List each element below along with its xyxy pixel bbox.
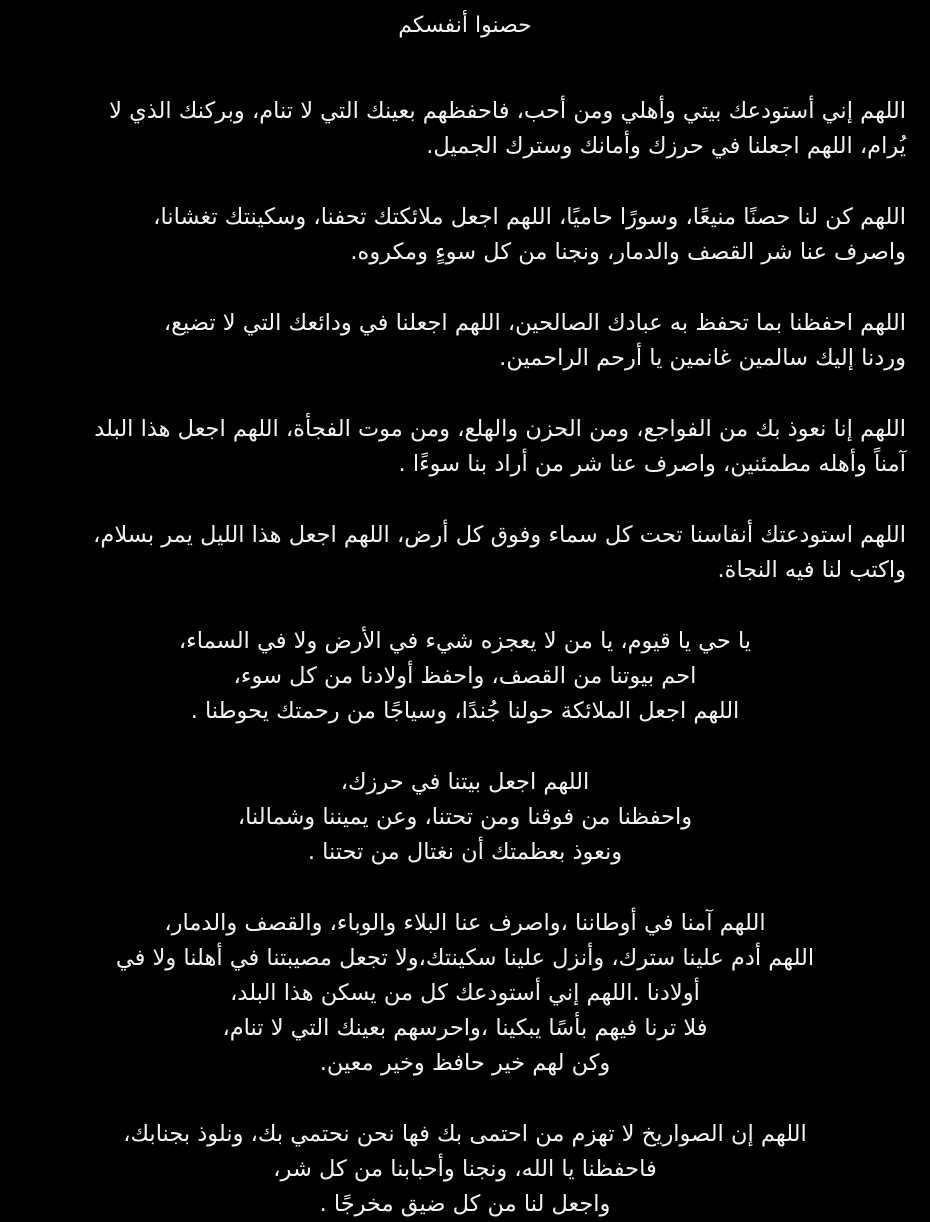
text-line: وردنا إليك سالمين غانمين يا أرحم الراحمين. xyxy=(499,345,906,371)
text-line: احم بيوتنا من القصف، واحفظ أولادنا من كل سوء، xyxy=(233,663,697,689)
text-line: فلا ترنا فيهم بأسًا يبكينا ،واحرسهم بعينك التي لا تنام، xyxy=(222,1015,708,1041)
text-line: يُرام، اللهم اجعلنا في حرزك وأمانك وسترك الجميل. xyxy=(426,133,906,159)
text-line: اللهم إن الصواريخ لا تهزم من احتمى بك فها نحن نحتمي بك، ونلوذ بجنابك، xyxy=(123,1121,807,1147)
paragraph xyxy=(24,1117,906,1222)
prayer-text-body xyxy=(24,94,906,1222)
text-line: اللهم كن لنا حصنًا منيعًا، وسورًا حاميًا، اللهم اجعل ملائكتك تحفنا، وسكينتك تغشانا، xyxy=(153,204,906,230)
paragraph xyxy=(24,624,906,729)
paragraph xyxy=(24,94,906,164)
text-line: أولادنا .اللهم إني أستودعك كل من يسكن هذا البلد، xyxy=(230,980,700,1006)
paragraph xyxy=(24,518,906,588)
text-line: اللهم آمنا في أوطاننا ،واصرف عنا البلاء والوباء، والقصف والدمار، xyxy=(164,910,766,936)
text-line: واصرف عنا شر القصف والدمار، ونجنا من كل سوءٍ ومكروه. xyxy=(350,239,906,265)
paragraph xyxy=(24,306,906,376)
text-line: واكتب لنا فيه النجاة. xyxy=(717,557,906,583)
text-line: اللهم أدم علينا سترك، وأنزل علينا سكينتك،ولا تجعل مصيبتنا في أهلنا ولا في xyxy=(115,945,815,971)
text-line: اللهم احفظنا بما تحفظ به عبادك الصالحين، اللهم اجعلنا في ودائعك التي لا تضيع، xyxy=(163,310,906,336)
text-line: آمناً وأهله مطمئنين، واصرف عنا شر من أراد بنا سوءًا . xyxy=(398,451,906,477)
text-line: اللهم إني أستودعك بيتي وأهلي ومن أحب، فاحفظهم بعينك التي لا تنام، وبركنك الذي لا xyxy=(109,98,906,124)
paragraph xyxy=(24,200,906,270)
page-title: حصنوا أنفسكم xyxy=(398,13,532,38)
paragraph xyxy=(24,412,906,482)
text-line: اللهم استودعتك أنفاسنا تحت كل سماء وفوق كل أرض، اللهم اجعل هذا الليل يمر بسلام، xyxy=(93,522,906,548)
text-line: واحفظنا من فوقنا ومن تحتنا، وعن يميننا وشمالنا، xyxy=(237,804,693,830)
text-line: وكن لهم خير حافظ وخير معين. xyxy=(319,1050,611,1076)
text-line: واجعل لنا من كل ضيق مخرجًا . xyxy=(319,1191,611,1217)
paragraph xyxy=(24,765,906,870)
text-line: اللهم اجعل بيتنا في حرزك، xyxy=(340,769,590,795)
text-line: اللهم اجعل الملائكة حولنا جُندًا، وسياجًا من رحمتك يحوطنا . xyxy=(190,698,740,724)
paragraph xyxy=(24,906,906,1081)
text-line: يا حي يا قيوم، يا من لا يعجزه شيء في الأرض ولا في السماء، xyxy=(178,628,752,654)
text-line: فاحفظنا يا الله، ونجنا وأحبابنا من كل شر، xyxy=(273,1156,657,1182)
text-line: ونعوذ بعظمتك أن نغتال من تحتنا . xyxy=(307,839,623,865)
text-line: اللهم إنا نعوذ بك من الفواجع، ومن الحزن والهلع، ومن موت الفجأة، اللهم اجعل هذا البلد xyxy=(94,416,906,442)
